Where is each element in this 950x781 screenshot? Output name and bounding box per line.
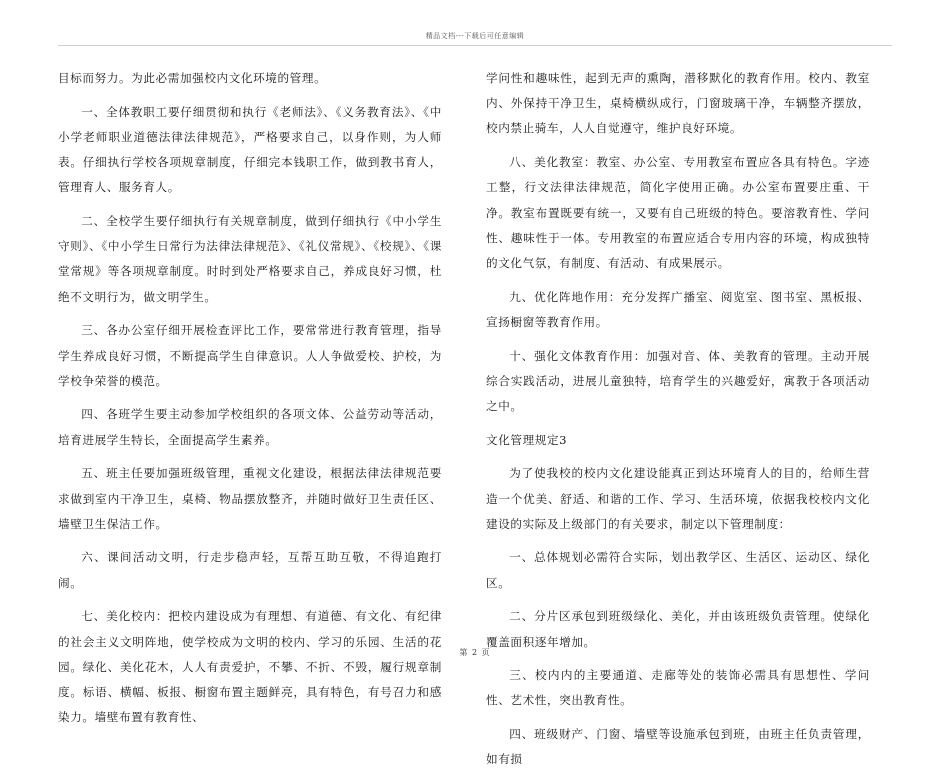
paragraph: 八、美化教室：教室、办公室、专用教室布置应各具有特色。字迹工整，行文法律法律规范，简化字使用正确。办公室布置要庄重、干净。教室布置既要有统一，又要有自己班级的特色。要溶教育性、学问性、趣味性于一体。专用教室的布置应适合专用内容的环境，构成独特的文化气氛，有制度、有活动、有成果展示。 bbox=[486, 155, 870, 270]
paragraph: 目标而努力。为此必需加强校内文化环境的管理。 bbox=[58, 71, 327, 85]
paragraph: 九、优化阵地作用：充分发挥广播室、阅览室、图书室、黑板报、宣扬橱窗等教育作用。 bbox=[486, 289, 870, 329]
paragraph: 十、强化文体教育作用：加强对音、体、美教育的管理。主动开展综合实践活动，进展儿童独特，培育学生的兴趣爱好，寓教于各项活动之中。 bbox=[486, 348, 870, 413]
paragraph: 学问性和趣味性，起到无声的熏陶，潜移默化的教育作用。校内、教室内、外保持干净卫生，桌椅横纵成行，门窗玻璃干净，车辆整齐摆放，校内禁止骑车，人人自觉遵守，维护良好环境。 bbox=[486, 71, 870, 136]
paragraph: 三、各办公室仔细开展检查评比工作，要常常进行教育管理，指导学生养成良好习惯，不断提高学生自律意识。人人争做爱校、护校，为学校争荣誉的模范。 bbox=[58, 323, 442, 388]
left-column bbox=[58, 66, 442, 739]
paragraph: 为了使我校的校内文化建设能真正到达环境育人的目的，给师生营造一个优美、舒适、和谐的工作、学习、生活环境，依据我校校内文化建设的实际及上级部门的有关要求，制定以下管理制度： bbox=[486, 466, 870, 531]
paragraph: 二、分片区承包到班级绿化、美化，并由该班级负责管理。使绿化覆盖面积逐年增加。 bbox=[486, 609, 870, 649]
paragraph: 五、班主任要加强班级管理，重视文化建设，根据法律法律规范要求做到室内干净卫生，桌椅、物品摆放整齐，并随时做好卫生责任区、墙壁卫生保洁工作。 bbox=[58, 466, 442, 531]
header-rule bbox=[58, 45, 892, 46]
paragraph: 三、校内内的主要通道、走廊等处的装饰必需具有思想性、学问性、艺术性，突出教育性。 bbox=[486, 668, 870, 708]
paragraph: 六、课间活动文明，行走步稳声轻，互帮互助互敬，不得追跑打闹。 bbox=[58, 550, 442, 590]
page-number: 第 2 页 bbox=[459, 648, 491, 657]
right-column bbox=[486, 66, 870, 781]
paragraph: 二、全校学生要仔细执行有关规章制度，做到仔细执行《中小学生守则》、《中小学生日常行为法律法律规范》、《礼仪常规》、《校规》、《课堂常规》等各项规章制度。时时到处严格要求自己，养成良好习惯，杜绝不文明行为，做文明学生。 bbox=[58, 214, 442, 304]
paragraph: 一、全体教职工要仔细贯彻和执行《老师法》、《义务教育法》、《中小学老师职业道德法律法律规范》，严格要求自己，以身作则，为人师表。仔细执行学校各项规章制度，仔细完本钱职工作，做到教书育人，管理育人、服务育人。 bbox=[58, 104, 442, 195]
paragraph: 七、美化校内：把校内建设成为有理想、有道德、有文化、有纪律的社会主义文明阵地，使学校成为文明的校内、学习的乐园、生活的花园。绿化、美化花木，人人有责爱护，不攀、不折、不毁，履行规章制度。标语、横幅、板报、橱窗布置主题鲜亮，具有特色，有号召力和感染力。墙壁布置有教育性、 bbox=[58, 609, 442, 725]
paragraph: 一、总体规划必需符合实际，划出教学区、生活区、运动区、绿化区。 bbox=[486, 550, 870, 590]
paragraph: 四、班级财产、门窗、墙壁等设施承包到班，由班主任负责管理，如有损 bbox=[486, 727, 870, 767]
paragraph: 四、各班学生要主动参加学校组织的各项文体、公益劳动等活动，培育进展学生特长，全面提高学生素养。 bbox=[58, 407, 442, 447]
page-header: 精品文档---下载后可任意编辑 bbox=[425, 32, 525, 40]
section-title: 文化管理规定3 bbox=[486, 432, 568, 447]
